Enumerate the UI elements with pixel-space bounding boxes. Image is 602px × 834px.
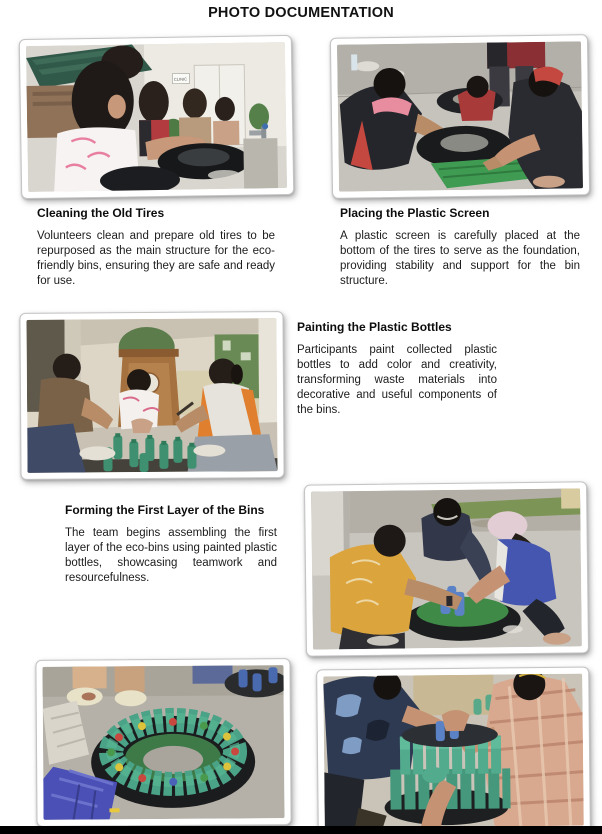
photo-stacking-layers bbox=[316, 667, 591, 834]
photo-bottle-ring-image bbox=[42, 665, 284, 820]
caption-forming-heading: Forming the First Layer of the Bins bbox=[65, 503, 265, 517]
caption-painting-body: Participants paint collected plastic bottles to add color and creativity, transforming waste materials into decorative and useful components of the bins. bbox=[297, 344, 497, 416]
photo-stacking-layers-image bbox=[323, 674, 584, 829]
caption-painting bbox=[297, 320, 497, 418]
photo-placing-screen bbox=[330, 34, 590, 199]
photo-placing-screen-image bbox=[337, 41, 583, 191]
photo-bottle-ring bbox=[35, 658, 291, 827]
caption-forming bbox=[65, 503, 277, 586]
page-title: PHOTO DOCUMENTATION bbox=[208, 5, 394, 21]
caption-cleaning-heading: Cleaning the Old Tires bbox=[37, 206, 165, 220]
caption-forming-body: The team begins assembling the first layer of the eco-bins using painted plastic bottles, showcasing teamwork and resourcefulness. bbox=[65, 527, 277, 584]
caption-screen-heading: Placing the Plastic Screen bbox=[340, 206, 490, 220]
photo-painting-bottles-image bbox=[26, 318, 277, 473]
photo-cleaning-tires-image bbox=[26, 42, 287, 192]
caption-screen bbox=[340, 206, 580, 289]
clinic-sign-text: CLINIC bbox=[173, 76, 188, 82]
caption-cleaning-body: Volunteers clean and prepare old tires to be repurposed as the main structure for the eco-friendly bins, ensuring they are safe and ready for use. bbox=[37, 230, 275, 287]
caption-painting-heading: Painting the Plastic Bottles bbox=[297, 320, 452, 334]
photo-painting-bottles bbox=[19, 311, 284, 480]
photo-cleaning-tires bbox=[19, 35, 294, 199]
caption-cleaning bbox=[37, 206, 275, 289]
photo-forming-first-layer bbox=[304, 481, 589, 656]
bottom-edge-bar bbox=[0, 826, 602, 834]
caption-screen-body: A plastic screen is carefully placed at the bottom of the tires to serve as the foundation, providing stability and support for the bin structure. bbox=[340, 230, 580, 287]
photo-forming-first-layer-image bbox=[311, 488, 582, 649]
